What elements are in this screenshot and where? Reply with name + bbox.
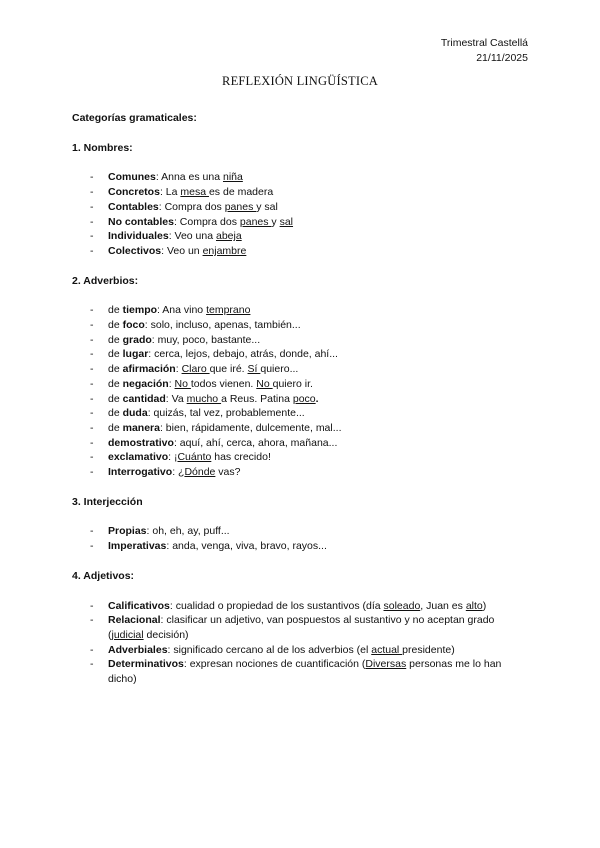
example-word: Sí [247,363,261,376]
bullet-dash: - [90,333,94,346]
list-item [72,599,532,614]
list-item [72,303,532,318]
item-text: : aquí, ahí, cerca, ahora, mañana... [173,436,338,449]
list-item [72,170,532,185]
term-label: foco [122,319,145,332]
term-label: Colectivos [108,244,162,257]
term-label: Determinativos [108,658,184,671]
example-word: Diversas [365,658,407,671]
item-text: , Juan es [420,599,466,612]
example-word: actual [371,643,403,656]
bullet-dash: - [90,421,94,434]
term-label: Comunes [108,171,156,184]
item-text: : Ana vino [157,304,207,317]
item-text: : Veo un [161,244,203,257]
list-item [72,318,532,333]
main-heading: Categorías gramaticales: [72,112,197,124]
item-text: : quizás, tal vez, probablemente... [147,407,305,420]
item-text: : solo, incluso, apenas, también... [144,319,301,332]
item-text: ) [482,599,487,612]
item-text: quiero... [260,363,299,376]
item-text: : Veo una [168,230,216,243]
list-item [72,613,532,642]
list-item [72,406,532,421]
bullet-dash: - [90,643,94,656]
item-text: y [271,215,280,228]
term-label: Interrogativo [108,466,173,479]
bullet-dash: - [90,451,94,464]
bullet-dash: - [90,319,94,332]
item-text: de [108,348,123,361]
term-label: duda [122,407,148,420]
item-text: presidente) [402,643,455,656]
section-title: 3. Interjección [72,495,143,508]
list-item [72,421,532,436]
section-title: 4. Adjetivos: [72,569,135,582]
author-name: Trimestral Castellá [440,37,528,49]
item-text: : cerca, lejos, debajo, atrás, donde, ahí... [148,348,338,361]
term-label: tiempo [122,304,158,317]
document-title: REFLEXIÓN LINGÜÍSTICA [222,74,378,88]
example-word: panes [224,200,257,213]
list-item [72,392,532,407]
bullet-dash: - [90,363,94,376]
list-item [72,436,532,451]
bullet-dash: - [90,348,94,361]
term-label: . [315,392,319,405]
item-text: : Compra dos [158,200,225,213]
item-text: : La [159,186,181,199]
section-nombres [72,141,532,259]
section-title: 1. Nombres: [72,141,133,154]
term-label: Concretos [108,186,160,199]
term-label: Imperativas [108,540,167,553]
term-label: exclamativo [108,451,169,464]
item-text: que iré. [209,363,248,376]
term-label: manera [122,421,160,434]
example-word: abeja [215,230,242,243]
item-text: de [108,407,123,420]
item-text: : Anna es una [155,171,223,184]
example-word: alto [465,599,483,612]
section-title: 2. Adverbios: [72,274,139,287]
example-word: Claro [181,363,210,376]
term-label: Calificativos [108,599,170,612]
item-text: : anda, venga, viva, bravo, rayos... [166,540,327,553]
item-text: : ¿ [172,466,185,479]
item-text: es de madera [208,186,274,199]
section-adjetivos [72,569,532,687]
item-list [72,303,532,479]
item-text: : expresan nociones de cuantificación ( [183,658,366,671]
list-item [72,244,532,259]
bullet-dash: - [90,377,94,390]
list-item [72,333,532,348]
item-list [72,524,532,553]
bullet-dash: - [90,392,94,405]
list-item [72,347,532,362]
bullet-dash: - [90,304,94,317]
bullet-dash: - [90,658,94,671]
section-adverbios [72,274,532,480]
list-item [72,657,532,686]
list-item [72,377,532,392]
example-word: No [174,377,191,390]
example-word: niña [222,171,243,184]
example-word: Dónde [184,466,216,479]
example-word: poco [292,392,316,405]
item-text: quiero ir. [272,377,313,390]
term-label: negación [122,377,169,390]
list-item [72,229,532,244]
example-word: Cuánto [177,451,212,464]
document-date: 21/11/2025 [476,52,528,64]
bullet-dash: - [90,525,94,538]
item-text: has crecido! [211,451,271,464]
example-word: temprano [206,304,251,317]
example-word: panes [239,215,272,228]
item-text: vas? [215,466,241,479]
item-text: todos vienen. [190,377,257,390]
example-word: enjambre [202,244,247,257]
list-item [72,450,532,465]
bullet-dash: - [90,407,94,420]
example-word: soleado [383,599,421,612]
bullet-dash: - [90,614,94,627]
example-word: mesa [180,186,209,199]
list-item [72,215,532,230]
item-text: de [108,333,123,346]
term-label: lugar [122,348,149,361]
bullet-dash: - [90,171,94,184]
list-item [72,362,532,377]
list-item [72,465,532,480]
list-item [72,643,532,658]
example-word: No [256,377,273,390]
term-label: Contables [108,200,159,213]
list-item [72,524,532,539]
bullet-dash: - [90,186,94,199]
bullet-dash: - [90,230,94,243]
section-interjeccion [72,495,532,554]
bullet-dash: - [90,540,94,553]
item-text: : [168,377,175,390]
item-text: : oh, eh, ay, puff... [146,525,230,538]
item-text: : Compra dos [173,215,240,228]
item-list [72,599,532,687]
term-label: demostrativo [108,436,174,449]
list-item [72,200,532,215]
example-word: judicial [111,628,144,641]
item-text: : clasificar un adjetivo, van pospuestos al sustantivo y no aceptan grado ( [108,614,495,641]
term-label: Individuales [108,230,169,243]
item-text: y sal [256,200,278,213]
item-text: decisión) [143,628,189,641]
list-item [72,539,532,554]
item-text: de [108,319,123,332]
bullet-dash: - [90,436,94,449]
term-label: Adverbiales [108,643,168,656]
item-text: : bien, rápidamente, dulcemente, mal... [159,421,342,434]
item-text: : ¡ [168,451,178,464]
item-text: personas me lo han dicho) [108,658,502,686]
item-list [72,170,532,258]
item-text: : significado cercano al de los adverbios (el [167,643,372,656]
item-text: a Reus. Patina [221,392,293,405]
list-item [72,185,532,200]
bullet-dash: - [90,466,94,479]
bullet-dash: - [90,599,94,612]
document-header [441,36,528,66]
bullet-dash: - [90,215,94,228]
term-label: Relacional [108,614,161,627]
item-text: de [108,377,123,390]
item-text: de [108,421,123,434]
item-text: : [175,363,182,376]
bullet-dash: - [90,200,94,213]
term-label: Propias [108,525,147,538]
term-label: grado [122,333,152,346]
item-text: de [108,392,123,405]
example-word: sal [279,215,294,228]
item-text: : muy, poco, bastante... [151,333,261,346]
item-text: de [108,363,123,376]
term-label: No contables [108,215,174,228]
item-text: : cualidad o propiedad de los sustantivos (día [169,599,384,612]
document-body [72,111,532,687]
example-word: mucho [186,392,222,405]
term-label: afirmación [122,363,176,376]
term-label: cantidad [122,392,166,405]
item-text: : Va [165,392,187,405]
item-text: de [108,304,123,317]
bullet-dash: - [90,244,94,257]
